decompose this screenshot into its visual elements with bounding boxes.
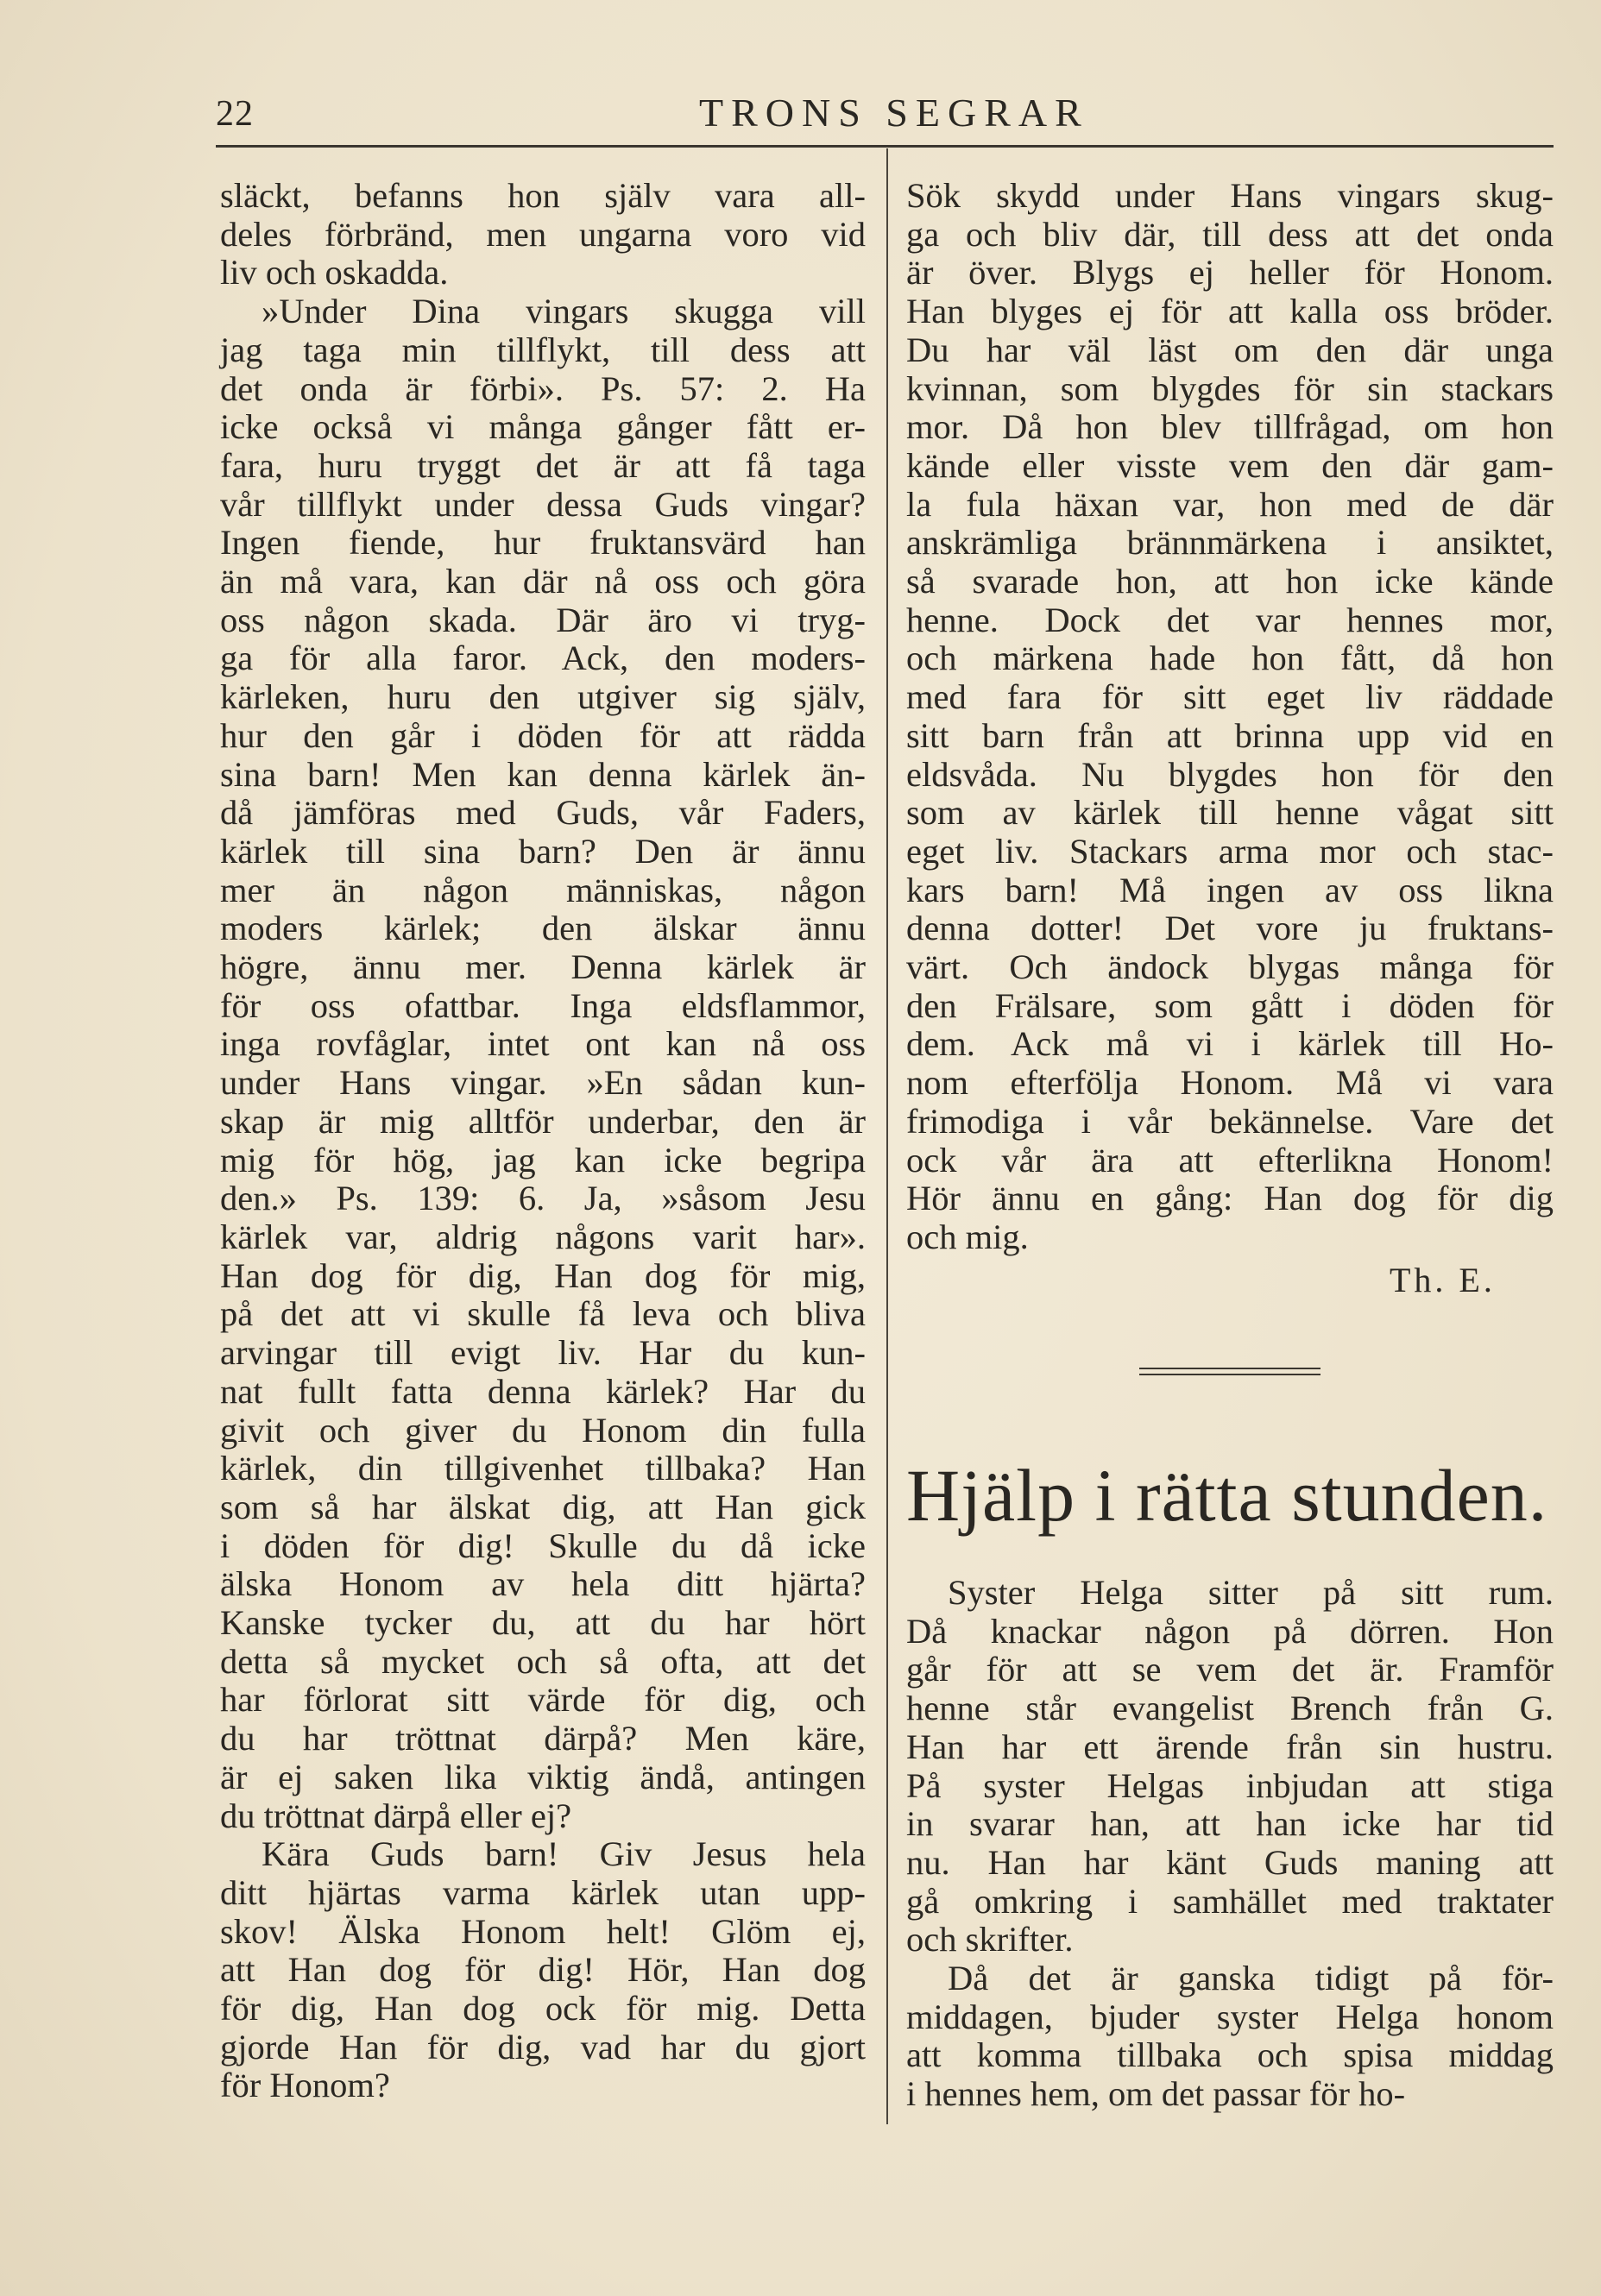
text-line: för oss ofattbar. Inga eldsflammor, [220,985,866,1025]
text-line: henne. Dock det var hennes mor, [906,600,1554,639]
text-line: värt. Och ändock blygas många för [906,947,1554,987]
text-line: mor. Då hon blev tillfrågad, om hon [906,407,1554,447]
text-line: middagen, bjuder syster Helga honom [906,1997,1554,2036]
text-line: Ingen fiende, hur fruktansvärd han [220,523,866,563]
text-line: mer än någon människas, någon [220,870,866,909]
text-line: släckt, befanns hon själv vara all- [220,176,866,215]
text-line: i döden för dig! Skulle du då icke [220,1525,866,1565]
text-line: frimodiga i vår bekännelse. Vare det [906,1101,1554,1141]
text-line: kärlek var, aldrig någons varit har». [220,1217,866,1256]
text-line: nom efterfölja Honom. Må vi vara [906,1063,1554,1103]
text-line: Han har ett ärende från sin hustru. [906,1727,1554,1766]
text-line: i hennes hem, om det passar för ho- [906,2074,1406,2114]
text-line: det onda är förbi». Ps. 57: 2. Ha [220,368,866,408]
text-line: är över. Blygs ej heller för Honom. [906,253,1554,293]
text-line: sina barn! Men kan denna kärlek än- [220,754,866,794]
header-rule [216,145,1554,148]
text-line: moders kärlek; den älskar ännu [220,909,866,948]
text-line: kvinnan, som blygdes för sin stackars [906,368,1554,408]
text-line: att komma tillbaka och spisa middag [906,2035,1554,2075]
text-line: Syster Helga sitter på sitt rum. [948,1573,1554,1612]
text-line: har förlorat sitt värde för dig, och [220,1680,866,1720]
text-line: mig för hög, jag kan icke begripa [220,1140,866,1179]
text-line: nat fullt fatta denna kärlek? Har du [220,1371,866,1411]
section-divider [1139,1368,1321,1375]
text-line: med fara för sitt eget liv räddade [906,677,1554,717]
text-line: liv och oskadda. [220,253,449,293]
text-line: Kära Guds barn! Giv Jesus hela [262,1834,866,1874]
text-line: för Honom? [220,2066,390,2105]
text-line: sitt barn från att brinna upp vid en [906,715,1554,755]
text-line: är ej saken lika viktig ändå, antingen [220,1757,866,1796]
text-line: Då knackar någon på dörren. Hon [906,1611,1554,1651]
text-line: för dig, Han dog ock för mig. Detta [220,1989,866,2029]
text-line: kärlek, din tillgivenhet tillbaka? Han [220,1449,866,1488]
text-line: älska Honom av hela ditt hjärta? [220,1564,866,1604]
text-line: kars barn! Må ingen av oss likna [906,870,1554,909]
text-line: arvingar till evigt liv. Har du kun- [220,1333,866,1373]
text-line: vår tillflykt under dessa Guds vingar? [220,484,866,524]
column-divider [886,148,888,2124]
article-body-text [906,1574,1554,2114]
text-line: jag taga min tillflykt, till dess att [220,330,866,369]
text-line: henne står evangelist Brench från G. [906,1689,1554,1728]
text-line: skov! Älska Honom helt! Glöm ej, [220,1911,866,1951]
text-line: deles förbränd, men ungarna voro vid [220,214,866,254]
text-line: nu. Han har känt Guds maning att [906,1842,1554,1882]
text-line: denna dotter! Det vore ju fruktans- [906,909,1554,948]
text-line: kärlek till sina barn? Den är ännu [220,831,866,871]
text-line: den.» Ps. 139: 6. Ja, »såsom Jesu [220,1179,866,1218]
text-line: Han blyges ej för att kalla oss bröder. [906,292,1554,331]
text-line: går för att se vem det är. Framför [906,1650,1554,1689]
article-title: Hjälp i rätta stunden. [906,1454,1548,1537]
page-header [216,86,1554,138]
text-line: högre, ännu mer. Denna kärlek är [220,947,866,987]
text-line: kärleken, huru den utgiver sig själv, [220,677,866,717]
text-line: På syster Helgas inbjudan att stiga [906,1765,1554,1805]
text-line: in svarar han, att han icke har tid [906,1804,1554,1844]
text-line: kände eller visste vem den där gam- [906,445,1554,485]
running-title: TRONS SEGRAR [699,91,1089,135]
text-line: icke också vi många gånger fått er- [220,407,866,447]
author-signature: Th. E. [1390,1261,1496,1299]
text-line: än må vara, kan där nå oss och göra [220,562,866,601]
text-line: skap är mig alltför underbar, den är [220,1101,866,1141]
text-line: och märkena hade hon fått, då hon [906,638,1554,678]
right-column-text [906,177,1554,1257]
text-line: Han dog för dig, Han dog för mig, [220,1255,866,1295]
text-line: du tröttnat därpå eller ej? [220,1796,572,1835]
text-line: ga för alla faror. Ack, den moders- [220,638,866,678]
text-line: ditt hjärtas varma kärlek utan upp- [220,1872,866,1912]
text-line: så svarade hon, att hon icke kände [906,562,1554,601]
text-line: på det att vi skulle få leva och bliva [220,1294,866,1334]
text-line: givit och giver du Honom din fulla [220,1410,866,1450]
text-line: som så har älskat dig, att Han gick [220,1487,866,1526]
text-line: la fula häxan var, hon med de där [906,484,1554,524]
text-line: gjorde Han för dig, vad har du gjort [220,2027,866,2066]
text-line: ock vår ära att efterlikna Honom! [906,1140,1554,1179]
text-line: eget liv. Stackars arma mor och stac- [906,831,1554,871]
text-line: Sök skydd under Hans vingars skug- [906,176,1554,215]
text-line: den Frälsare, som gått i döden för [906,985,1554,1025]
text-line: Hör ännu en gång: Han dog för dig [906,1179,1554,1218]
text-line: hur den går i döden för att rädda [220,715,866,755]
text-line: och mig. [906,1217,1029,1256]
text-line: fara, huru tryggt det är att få taga [220,445,866,485]
text-line: Kanske tycker du, att du har hört [220,1603,866,1643]
text-line: Du har väl läst om den där unga [906,330,1554,369]
text-line: eldsvåda. Nu blygdes hon för den [906,754,1554,794]
text-line: under Hans vingar. »En sådan kun- [220,1063,866,1103]
text-line: »Under Dina vingars skugga vill [262,292,866,331]
text-line: som av kärlek till henne vågat sitt [906,793,1554,833]
text-line: Då det är ganska tidigt på för- [948,1959,1554,1998]
text-line: dem. Ack må vi i kärlek till Ho- [906,1024,1554,1064]
text-line: detta så mycket och så ofta, att det [220,1641,866,1681]
left-column-text [220,177,866,2105]
text-line: gå omkring i samhället med traktater [906,1881,1554,1921]
text-line: anskrämliga brännmärkena i ansiktet, [906,523,1554,563]
text-line: då jämföras med Guds, vår Faders, [220,793,866,833]
text-line: ga och bliv där, till dess att det onda [906,214,1554,254]
text-line: oss någon skada. Där äro vi tryg- [220,600,866,639]
text-line: att Han dog för dig! Hör, Han dog [220,1950,866,1990]
text-line: inga rovfåglar, intet ont kan nå oss [220,1024,866,1064]
text-line: och skrifter. [906,1920,1074,1959]
page-number: 22 [216,94,254,134]
text-line: du har tröttnat därpå? Men käre, [220,1719,866,1758]
